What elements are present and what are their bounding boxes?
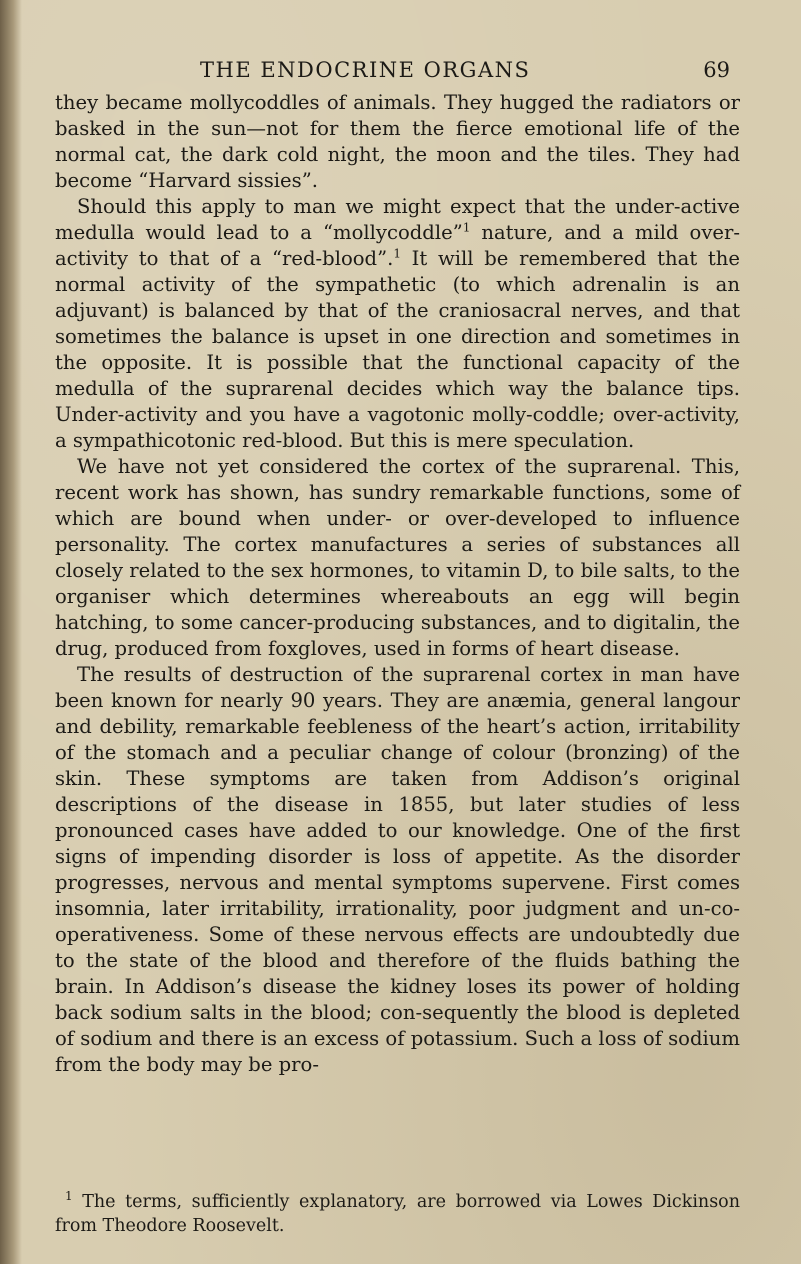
- footnote-text: The terms, sufficiently explanatory, are borrowed via Lowes Dickinson from Theodore Roosevelt.: [55, 1192, 740, 1236]
- paragraph-1: they became mollycoddles of animals. They hugged the radiators or basked in the sun—not for them the fierce emotional life of the normal cat, the dark cold night, the moon and the tiles. They had become “Harvard sissies”.: [55, 91, 740, 192]
- footnote-marker-2: 1: [393, 246, 401, 261]
- footnote: [55, 1190, 740, 1238]
- paragraph-2-part-c: It will be remembered that the normal activity of the sympathetic (to which adrenalin is an adjuvant) is balanced by that of the craniosacral nerves, and that sometimes the balance is upset in one direction and sometimes in the opposite. It is possible that the functional capacity of the medulla of the suprarenal decides which way the balance tips. Under-activity and you have a vagotonic molly-coddle; over-activity, a sympathicotonic red-blood. But this is mere speculation.: [55, 247, 740, 452]
- page-header: [180, 58, 740, 88]
- paragraph-2-part-a: Should this apply to man we might expect that the under-active medulla would lead to a “mollycoddle”: [55, 195, 740, 244]
- paragraph-3: We have not yet considered the cortex of the suprarenal. This, recent work has shown, has sundry remarkable functions, some of which are bound when under- or over-developed to influence personality. The cortex manufactures a series of substances all closely related to the sex hormones, to vitamin D, to bile salts, to the organiser which determines whereabouts an egg will begin hatching, to some cancer-producing substances, and to digitalin, the drug, produced from foxgloves, used in forms of heart disease.: [55, 455, 740, 660]
- footnote-marker: 1: [462, 220, 471, 235]
- book-spine-shadow: [0, 0, 22, 1264]
- paragraph-2: [55, 194, 740, 454]
- paragraph-2-part-b: nature, and a mild over-activity to that of a “red-blood”.: [55, 221, 740, 270]
- running-title: THE ENDOCRINE ORGANS: [200, 58, 531, 82]
- page-number: 69: [703, 58, 730, 82]
- paragraph-4: The results of destruction of the suprarenal cortex in man have been known for nearly 90 years. They are anæmia, general langour and debility, remarkable feebleness of the heart’s action, irritability of the stomach and a peculiar change of colour (bronzing) of the skin. These symptoms are taken from Addison’s original descriptions of the disease in 1855, but later studies of less pronounced cases have added to our knowledge. One of the first signs of impending disorder is loss of appetite. As the disorder progresses, nervous and mental symptoms supervene. First comes insomnia, later irritability, irrationality, poor judgment and un-co-operativeness. Some of these nervous effects are undoubtedly due to the state of the blood and therefore of the fluids bathing the brain. In Addison’s disease the kidney loses its power of holding back sodium salts in the blood; con-sequently the blood is depleted of sodium and there is an excess of potassium. Such a loss of sodium from the body may be pro-: [55, 663, 740, 1076]
- footnote-number: 1: [65, 1189, 73, 1204]
- body-text: [55, 90, 740, 1078]
